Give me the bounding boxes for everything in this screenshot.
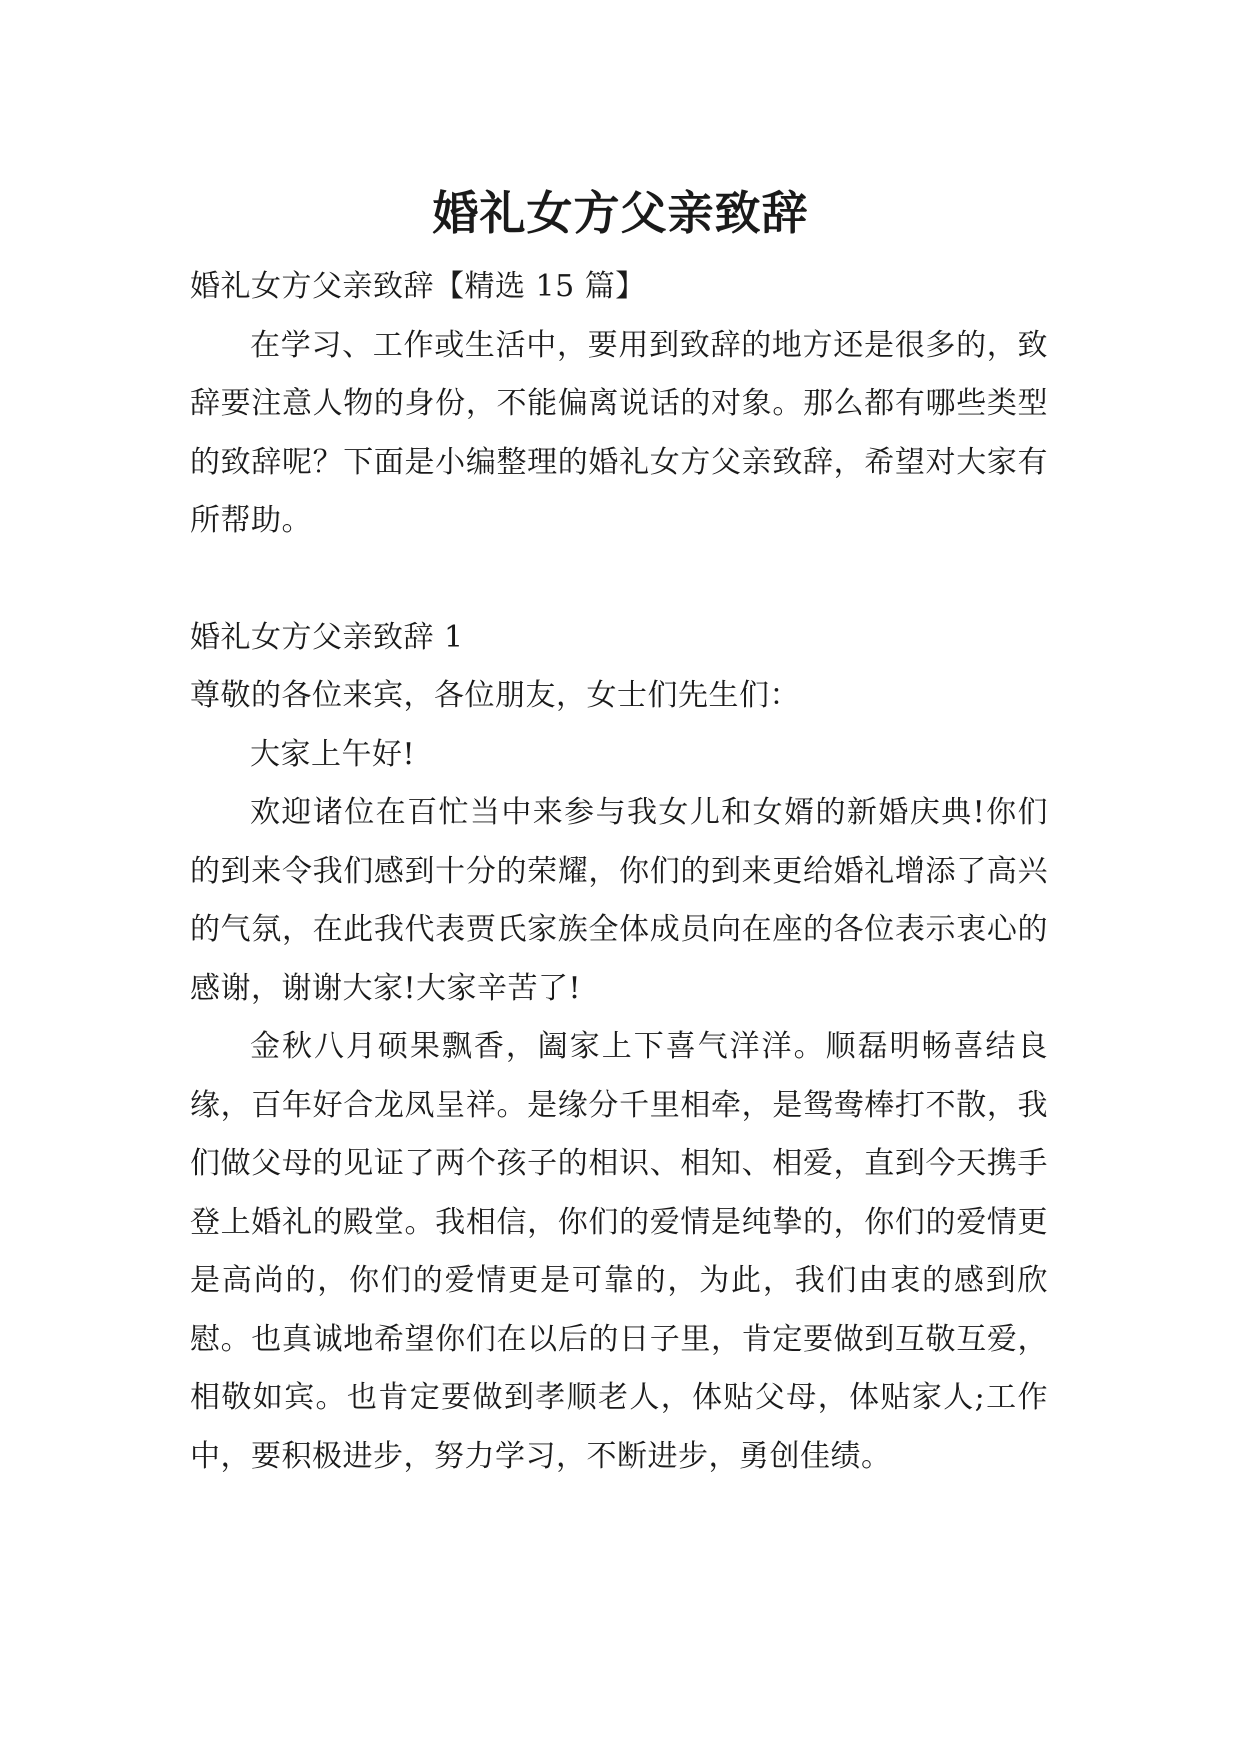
salutation-line: 尊敬的各位来宾，各位朋友，女士们先生们： xyxy=(190,678,800,713)
document-subtitle: 婚礼女方父亲致辞【精选 15 篇】 xyxy=(190,269,646,304)
document-title: 婚礼女方父亲致辞 xyxy=(432,185,809,240)
greeting-line: 大家上午好! xyxy=(250,736,416,772)
speech-paragraph-1: 欢迎诸位在百忙当中来参与我女儿和女婿的新婚庆典!你们的到来令我们感到十分的荣耀，你们的到来更给婚礼增添了高兴的气氛，在此我代表贾氏家族全体成员向在座的各位表示衷心的感谢，谢谢大家!大家辛苦了! xyxy=(190,795,1048,1006)
intro-paragraph: 在学习、工作或生活中，要用到致辞的地方还是很多的，致辞要注意人物的身份，不能偏离说话的对象。那么都有哪些类型的致辞呢？下面是小编整理的婚礼女方父亲致辞，希望对大家有所帮助。 xyxy=(190,327,1048,538)
document-body xyxy=(190,258,1048,1486)
speech-paragraph-2: 金秋八月硕果飘香，阖家上下喜气洋洋。顺磊明畅喜结良缘，百年好合龙凤呈祥。是缘分千里相牵，是鸳鸯棒打不散，我们做父母的见证了两个孩子的相识、相知、相爱，直到今天携手登上婚礼的殿堂。我相信，你们的爱情是纯挚的，你们的爱情更是高尚的，你们的爱情更是可靠的，为此，我们由衷的感到欣慰。也真诚地希望你们在以后的日子里，肯定要做到互敬互爱，相敬如宾。也肯定要做到孝顺老人，体贴父母，体贴家人;工作中，要积极进步，努力学习，不断进步，勇创佳绩。 xyxy=(190,1029,1048,1474)
section-heading: 婚礼女方父亲致辞 1 xyxy=(190,619,464,655)
section-spacer xyxy=(190,551,1048,609)
